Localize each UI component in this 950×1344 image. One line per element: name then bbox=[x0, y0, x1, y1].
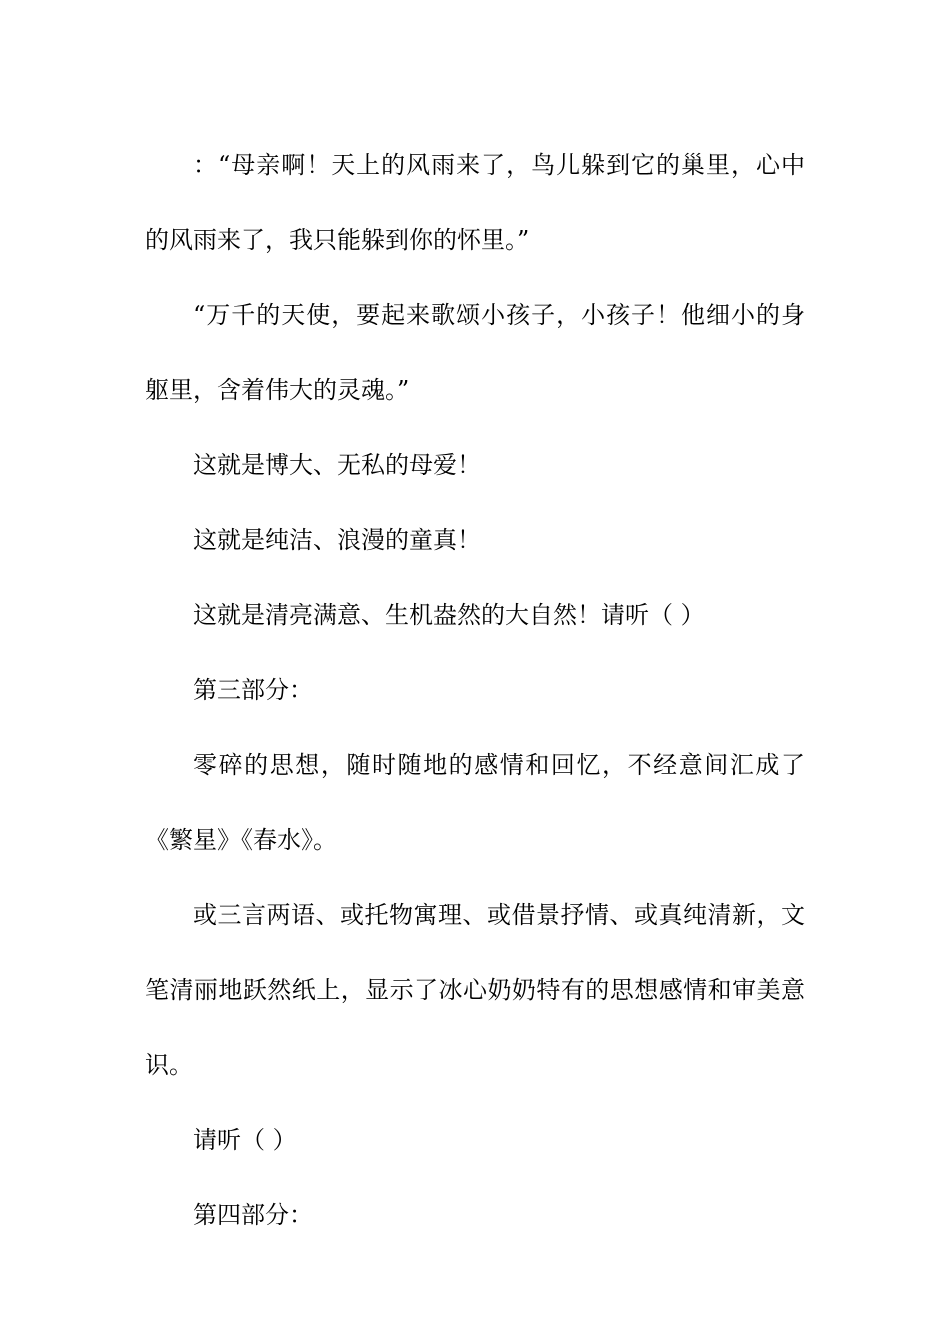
paragraph-nature: 这就是清亮满意、生机盎然的大自然！请听（ ） bbox=[193, 601, 705, 629]
document-body bbox=[145, 128, 805, 1253]
paragraph-mother-love: 这就是博大、无私的母爱！ bbox=[193, 451, 481, 479]
section-heading-part-three: 第三部分： bbox=[193, 676, 313, 704]
paragraph-fragmented-thoughts: 零碎的思想，随时随地的感情和回忆，不经意间汇成了《繁星》《春水》。 bbox=[145, 751, 805, 854]
paragraph-childhood: 这就是纯洁、浪漫的童真！ bbox=[193, 526, 481, 554]
paragraph-writing-style: 或三言两语、或托物寓理、或借景抒情、或真纯清新，文笔清丽地跃然纸上，显示了冰心奶奶特有的思想感情和审美意识。 bbox=[145, 901, 805, 1079]
paragraph-angels-quote: “万千的天使，要起来歌颂小孩子，小孩子！他细小的身躯里，含着伟大的灵魂。” bbox=[145, 301, 805, 404]
paragraph-please-listen: 请听（ ） bbox=[193, 1126, 297, 1154]
section-heading-part-four: 第四部分： bbox=[193, 1201, 313, 1229]
paragraph-mother-quote: ：“母亲啊！天上的风雨来了，鸟儿躲到它的巢里，心中的风雨来了，我只能躲到你的怀里。” bbox=[145, 151, 805, 254]
